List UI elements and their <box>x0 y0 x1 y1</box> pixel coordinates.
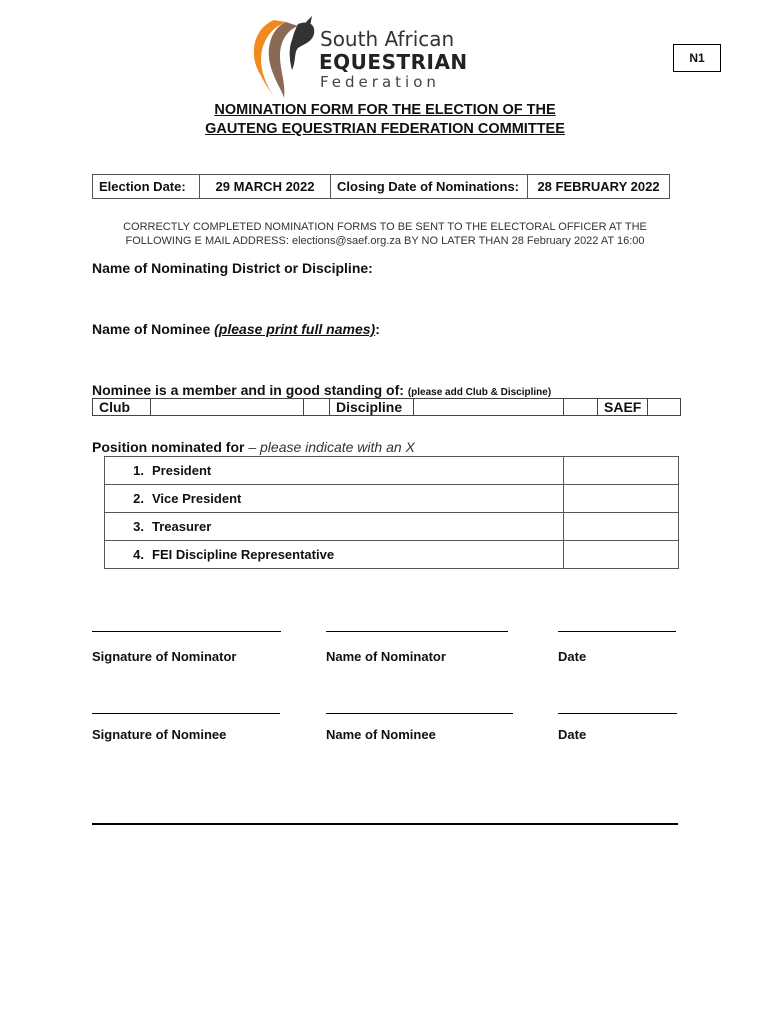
closing-date-label: Closing Date of Nominations: <box>331 175 528 199</box>
member-label-text: Nominee is a member and in good standing of: <box>92 382 404 398</box>
position-number: 3. <box>133 519 144 534</box>
form-title-line2: GAUTENG EQUESTRIAN FEDERATION COMMITTEE <box>205 121 565 137</box>
discipline-field[interactable] <box>414 399 564 416</box>
position-label <box>92 439 415 455</box>
notice-line1: CORRECTLY COMPLETED NOMINATION FORMS TO BE SENT TO THE ELECTORAL OFFICER AT THE <box>123 221 647 233</box>
club-label: Club <box>93 399 151 416</box>
election-date-value: 29 MARCH 2022 <box>200 175 331 199</box>
position-hint: – please indicate with an X <box>248 439 415 455</box>
position-name: FEI Discipline Representative <box>152 547 335 562</box>
position-mark-cell[interactable] <box>564 485 679 513</box>
position-mark-cell[interactable] <box>564 457 679 485</box>
nominator-signature-line[interactable] <box>92 631 281 632</box>
positions-table <box>104 456 679 569</box>
discipline-extra-field[interactable] <box>564 399 598 416</box>
position-row <box>105 457 679 485</box>
nominee-name-line[interactable] <box>326 713 513 714</box>
position-mark-cell[interactable] <box>564 513 679 541</box>
discipline-label: Discipline <box>330 399 414 416</box>
position-name: Vice President <box>152 491 242 506</box>
logo-text-line1: South African <box>320 27 455 51</box>
nominator-signature-label: Signature of Nominator <box>92 649 237 664</box>
club-field[interactable] <box>151 399 304 416</box>
nominator-name-label: Name of Nominator <box>326 649 446 664</box>
position-row <box>105 541 679 569</box>
club-extra-field[interactable] <box>304 399 330 416</box>
position-number: 2. <box>133 491 144 506</box>
nominee-signature-line[interactable] <box>92 713 280 714</box>
nominee-suffix: : <box>375 321 380 337</box>
position-label-text: Position nominated for <box>92 439 245 455</box>
position-number: 1. <box>133 463 144 478</box>
nominee-label-text: Name of Nominee <box>92 321 211 337</box>
logo-text-line2: EQUESTRIAN <box>319 50 468 74</box>
position-row <box>105 485 679 513</box>
notice-line2: FOLLOWING E MAIL ADDRESS: elections@saef.org.za BY NO LATER THAN 28 February 2022 AT 16:00 <box>125 235 645 247</box>
logo-text-line3: Federation <box>320 73 440 91</box>
nominee-name-label: Name of Nominee <box>326 727 436 742</box>
nominee-hint: (please print full names) <box>214 321 376 337</box>
district-label: Name of Nominating District or Discipline: <box>92 260 373 276</box>
position-number: 4. <box>133 547 144 562</box>
bottom-divider <box>92 823 678 825</box>
member-label <box>92 382 551 398</box>
nominee-signature-label: Signature of Nominee <box>92 727 227 742</box>
nominee-label <box>92 321 380 337</box>
nominee-date-label: Date <box>558 727 587 742</box>
nominator-name-line[interactable] <box>326 631 508 632</box>
member-table <box>92 398 681 416</box>
position-row <box>105 513 679 541</box>
form-title-line1: NOMINATION FORM FOR THE ELECTION OF THE <box>214 102 556 118</box>
nominator-date-label: Date <box>558 649 587 664</box>
nominator-date-line[interactable] <box>558 631 676 632</box>
member-hint: (please add Club & Discipline) <box>407 387 552 398</box>
nominee-date-line[interactable] <box>558 713 677 714</box>
election-date-label: Election Date: <box>93 175 200 199</box>
closing-date-value: 28 FEBRUARY 2022 <box>528 175 670 199</box>
saef-label: SAEF <box>598 399 648 416</box>
form-code-box: N1 <box>673 44 721 72</box>
position-name: Treasurer <box>152 519 212 534</box>
position-name: President <box>152 463 212 478</box>
saef-field[interactable] <box>648 399 681 416</box>
election-dates-table <box>92 174 670 199</box>
position-mark-cell[interactable] <box>564 541 679 569</box>
